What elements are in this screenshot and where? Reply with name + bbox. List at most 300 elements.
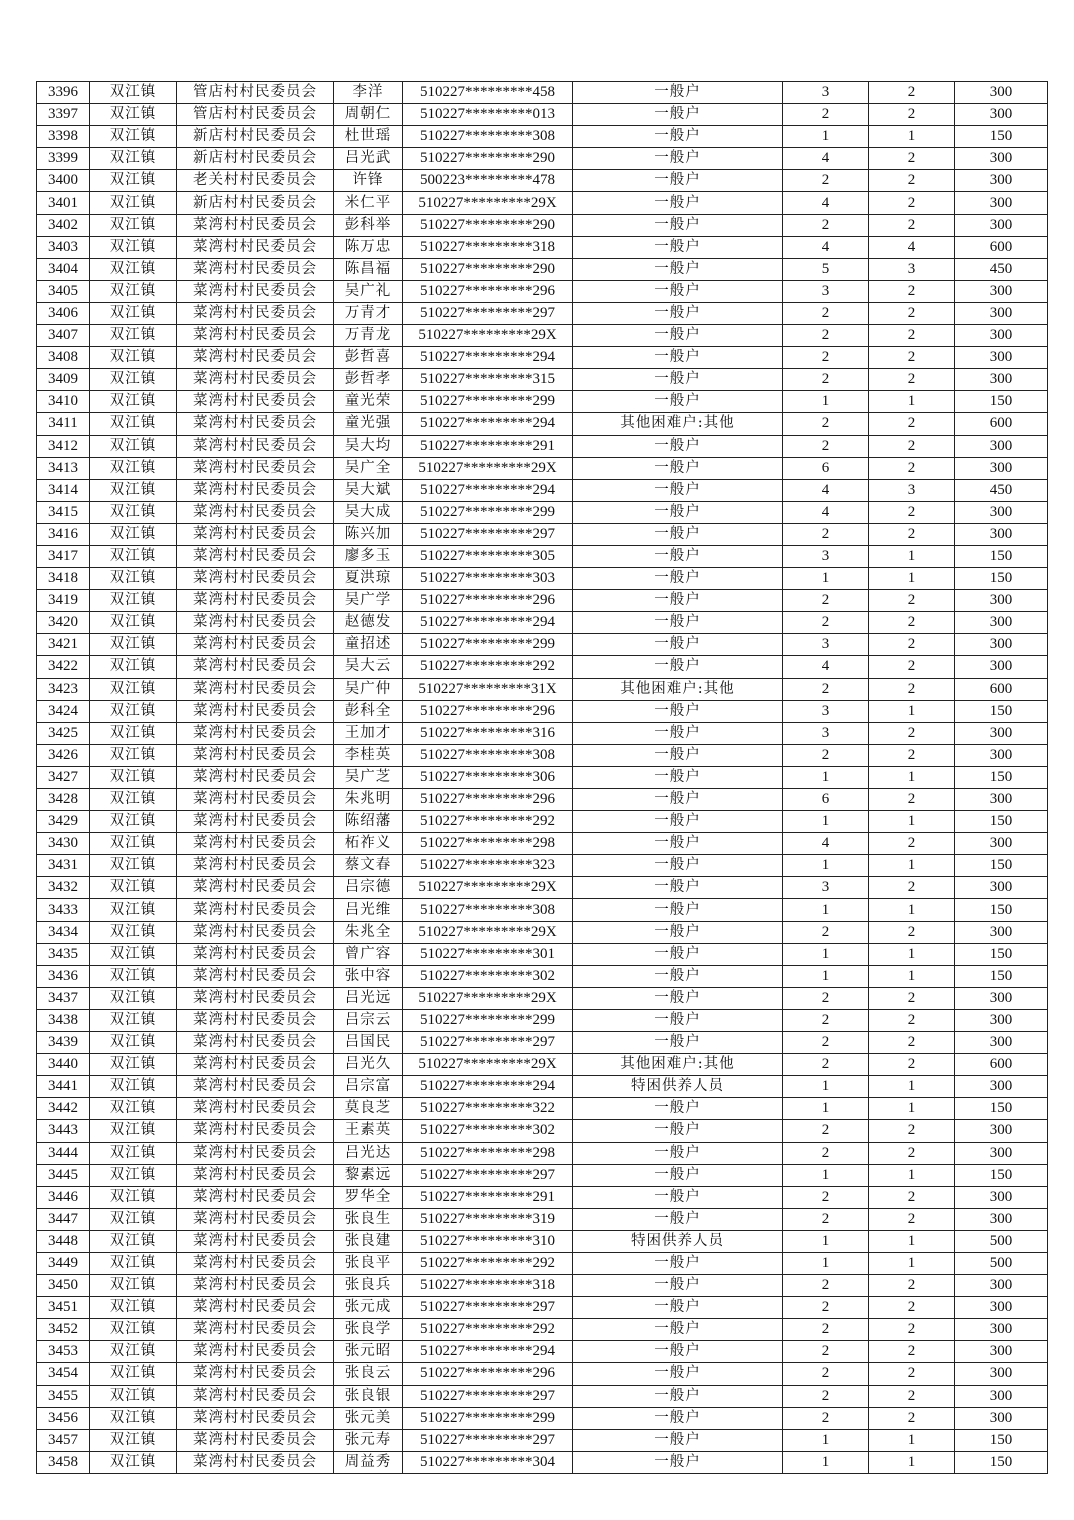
table-row [37, 413, 1048, 435]
cell-household-size: 2 [783, 369, 869, 391]
cell-amount: 300 [955, 1009, 1048, 1031]
cell-person-name: 吴大成 [334, 501, 403, 523]
table-row [37, 568, 1048, 590]
cell-household-type: 其他困难户:其他 [573, 413, 783, 435]
cell-covered-persons: 2 [869, 1341, 955, 1363]
cell-household-size: 2 [783, 1142, 869, 1164]
cell-covered-persons: 2 [869, 413, 955, 435]
cell-amount: 150 [955, 545, 1048, 567]
cell-household-size: 1 [783, 391, 869, 413]
cell-row-number: 3418 [37, 568, 90, 590]
cell-town: 双江镇 [90, 1252, 177, 1274]
table-row [37, 1076, 1048, 1098]
cell-amount: 300 [955, 457, 1048, 479]
cell-household-type: 一般户 [573, 347, 783, 369]
cell-town: 双江镇 [90, 347, 177, 369]
cell-amount: 150 [955, 126, 1048, 148]
cell-town: 双江镇 [90, 1186, 177, 1208]
cell-village-committee: 菜湾村村民委员会 [177, 766, 334, 788]
cell-covered-persons: 2 [869, 722, 955, 744]
cell-covered-persons: 2 [869, 148, 955, 170]
cell-row-number: 3421 [37, 634, 90, 656]
table-row [37, 1252, 1048, 1274]
cell-person-name: 张良学 [334, 1319, 403, 1341]
cell-id-number: 510227*********323 [403, 855, 573, 877]
cell-covered-persons: 1 [869, 899, 955, 921]
cell-household-size: 1 [783, 1164, 869, 1186]
cell-amount: 150 [955, 811, 1048, 833]
cell-village-committee: 菜湾村村民委员会 [177, 457, 334, 479]
cell-person-name: 童光荣 [334, 391, 403, 413]
cell-row-number: 3405 [37, 280, 90, 302]
cell-household-type: 一般户 [573, 1186, 783, 1208]
cell-person-name: 王加才 [334, 722, 403, 744]
cell-id-number: 510227*********290 [403, 148, 573, 170]
cell-town: 双江镇 [90, 391, 177, 413]
cell-row-number: 3402 [37, 214, 90, 236]
cell-household-type: 一般户 [573, 722, 783, 744]
table-row [37, 1009, 1048, 1031]
cell-town: 双江镇 [90, 656, 177, 678]
table-row [37, 877, 1048, 899]
cell-row-number: 3429 [37, 811, 90, 833]
cell-person-name: 吴广礼 [334, 280, 403, 302]
cell-row-number: 3412 [37, 435, 90, 457]
cell-person-name: 廖多玉 [334, 545, 403, 567]
cell-amount: 300 [955, 656, 1048, 678]
cell-amount: 500 [955, 1252, 1048, 1274]
cell-town: 双江镇 [90, 965, 177, 987]
cell-household-type: 一般户 [573, 523, 783, 545]
table-row [37, 214, 1048, 236]
cell-covered-persons: 2 [869, 435, 955, 457]
cell-amount: 500 [955, 1230, 1048, 1252]
cell-amount: 300 [955, 170, 1048, 192]
cell-town: 双江镇 [90, 700, 177, 722]
cell-covered-persons: 2 [869, 1054, 955, 1076]
cell-covered-persons: 2 [869, 1319, 955, 1341]
table-row [37, 347, 1048, 369]
cell-household-type: 一般户 [573, 1319, 783, 1341]
cell-person-name: 李洋 [334, 82, 403, 104]
cell-amount: 300 [955, 590, 1048, 612]
cell-covered-persons: 1 [869, 1230, 955, 1252]
cell-village-committee: 菜湾村村民委员会 [177, 1164, 334, 1186]
cell-amount: 600 [955, 678, 1048, 700]
cell-row-number: 3414 [37, 479, 90, 501]
cell-household-type: 一般户 [573, 170, 783, 192]
cell-household-type: 一般户 [573, 943, 783, 965]
cell-amount: 300 [955, 302, 1048, 324]
cell-row-number: 3403 [37, 236, 90, 258]
cell-covered-persons: 1 [869, 391, 955, 413]
table-row [37, 1275, 1048, 1297]
cell-village-committee: 菜湾村村民委员会 [177, 1098, 334, 1120]
cell-amount: 450 [955, 258, 1048, 280]
relief-roster-table [36, 81, 1048, 1474]
cell-id-number: 510227*********297 [403, 1297, 573, 1319]
cell-household-size: 1 [783, 1098, 869, 1120]
cell-household-size: 2 [783, 1032, 869, 1054]
cell-id-number: 510227*********316 [403, 722, 573, 744]
cell-village-committee: 菜湾村村民委员会 [177, 1385, 334, 1407]
cell-amount: 150 [955, 568, 1048, 590]
cell-household-size: 1 [783, 811, 869, 833]
cell-town: 双江镇 [90, 1009, 177, 1031]
cell-row-number: 3442 [37, 1098, 90, 1120]
cell-household-type: 一般户 [573, 899, 783, 921]
table-row [37, 82, 1048, 104]
cell-person-name: 吕光武 [334, 148, 403, 170]
cell-person-name: 朱兆全 [334, 921, 403, 943]
cell-village-committee: 菜湾村村民委员会 [177, 1230, 334, 1252]
cell-household-size: 6 [783, 457, 869, 479]
cell-household-type: 一般户 [573, 1407, 783, 1429]
cell-town: 双江镇 [90, 325, 177, 347]
cell-household-type: 一般户 [573, 1385, 783, 1407]
cell-household-size: 4 [783, 656, 869, 678]
cell-household-type: 其他困难户:其他 [573, 678, 783, 700]
table-row [37, 1186, 1048, 1208]
cell-household-size: 4 [783, 833, 869, 855]
cell-town: 双江镇 [90, 104, 177, 126]
cell-amount: 300 [955, 1341, 1048, 1363]
cell-household-type: 一般户 [573, 965, 783, 987]
cell-row-number: 3452 [37, 1319, 90, 1341]
table-row [37, 833, 1048, 855]
table-row [37, 766, 1048, 788]
cell-row-number: 3457 [37, 1429, 90, 1451]
cell-row-number: 3420 [37, 612, 90, 634]
cell-id-number: 510227*********299 [403, 391, 573, 413]
cell-row-number: 3456 [37, 1407, 90, 1429]
table-row [37, 1385, 1048, 1407]
cell-row-number: 3423 [37, 678, 90, 700]
cell-covered-persons: 2 [869, 1120, 955, 1142]
cell-id-number: 510227*********318 [403, 1275, 573, 1297]
cell-town: 双江镇 [90, 435, 177, 457]
cell-village-committee: 菜湾村村民委员会 [177, 943, 334, 965]
cell-covered-persons: 1 [869, 700, 955, 722]
cell-amount: 600 [955, 1054, 1048, 1076]
cell-id-number: 510227*********29X [403, 921, 573, 943]
cell-row-number: 3427 [37, 766, 90, 788]
cell-id-number: 500223*********478 [403, 170, 573, 192]
cell-person-name: 张良建 [334, 1230, 403, 1252]
table-row [37, 170, 1048, 192]
cell-amount: 450 [955, 479, 1048, 501]
table-row [37, 722, 1048, 744]
table-row [37, 899, 1048, 921]
table-row [37, 523, 1048, 545]
cell-row-number: 3410 [37, 391, 90, 413]
cell-person-name: 万青才 [334, 302, 403, 324]
cell-village-committee: 菜湾村村民委员会 [177, 1363, 334, 1385]
cell-household-type: 一般户 [573, 214, 783, 236]
cell-covered-persons: 2 [869, 1142, 955, 1164]
cell-person-name: 柘祚义 [334, 833, 403, 855]
cell-household-type: 一般户 [573, 1275, 783, 1297]
cell-person-name: 吴大斌 [334, 479, 403, 501]
cell-person-name: 吕宗富 [334, 1076, 403, 1098]
cell-id-number: 510227*********294 [403, 347, 573, 369]
cell-village-committee: 菜湾村村民委员会 [177, 391, 334, 413]
cell-village-committee: 菜湾村村民委员会 [177, 833, 334, 855]
cell-row-number: 3397 [37, 104, 90, 126]
cell-village-committee: 菜湾村村民委员会 [177, 568, 334, 590]
cell-row-number: 3434 [37, 921, 90, 943]
cell-town: 双江镇 [90, 899, 177, 921]
cell-amount: 300 [955, 1297, 1048, 1319]
cell-row-number: 3453 [37, 1341, 90, 1363]
cell-town: 双江镇 [90, 1208, 177, 1230]
cell-town: 双江镇 [90, 192, 177, 214]
cell-household-size: 2 [783, 678, 869, 700]
cell-household-type: 一般户 [573, 1429, 783, 1451]
cell-village-committee: 菜湾村村民委员会 [177, 280, 334, 302]
cell-household-type: 一般户 [573, 1120, 783, 1142]
cell-id-number: 510227*********319 [403, 1208, 573, 1230]
cell-id-number: 510227*********296 [403, 590, 573, 612]
cell-id-number: 510227*********292 [403, 1319, 573, 1341]
cell-household-size: 2 [783, 302, 869, 324]
cell-amount: 300 [955, 104, 1048, 126]
cell-id-number: 510227*********299 [403, 1009, 573, 1031]
cell-household-type: 特困供养人员 [573, 1076, 783, 1098]
cell-household-type: 一般户 [573, 325, 783, 347]
cell-household-size: 2 [783, 1208, 869, 1230]
cell-person-name: 吕光久 [334, 1054, 403, 1076]
cell-id-number: 510227*********308 [403, 744, 573, 766]
cell-village-committee: 菜湾村村民委员会 [177, 634, 334, 656]
cell-town: 双江镇 [90, 877, 177, 899]
cell-person-name: 张良云 [334, 1363, 403, 1385]
cell-household-size: 4 [783, 236, 869, 258]
cell-id-number: 510227*********306 [403, 766, 573, 788]
cell-id-number: 510227*********292 [403, 1252, 573, 1274]
table-row [37, 369, 1048, 391]
cell-village-committee: 菜湾村村民委员会 [177, 744, 334, 766]
cell-village-committee: 菜湾村村民委员会 [177, 523, 334, 545]
cell-household-size: 2 [783, 1363, 869, 1385]
cell-household-size: 1 [783, 899, 869, 921]
cell-amount: 300 [955, 1319, 1048, 1341]
cell-town: 双江镇 [90, 811, 177, 833]
cell-id-number: 510227*********296 [403, 280, 573, 302]
cell-person-name: 彭科全 [334, 700, 403, 722]
cell-row-number: 3441 [37, 1076, 90, 1098]
cell-village-committee: 菜湾村村民委员会 [177, 325, 334, 347]
cell-household-type: 一般户 [573, 987, 783, 1009]
cell-id-number: 510227*********298 [403, 833, 573, 855]
cell-covered-persons: 2 [869, 656, 955, 678]
cell-household-size: 4 [783, 148, 869, 170]
cell-id-number: 510227*********29X [403, 1054, 573, 1076]
cell-covered-persons: 2 [869, 1186, 955, 1208]
table-row [37, 943, 1048, 965]
cell-id-number: 510227*********292 [403, 656, 573, 678]
cell-village-committee: 菜湾村村民委员会 [177, 369, 334, 391]
table-row [37, 192, 1048, 214]
cell-village-committee: 菜湾村村民委员会 [177, 1275, 334, 1297]
cell-covered-persons: 2 [869, 325, 955, 347]
cell-amount: 300 [955, 1076, 1048, 1098]
table-row [37, 789, 1048, 811]
cell-village-committee: 新店村村民委员会 [177, 126, 334, 148]
cell-village-committee: 菜湾村村民委员会 [177, 545, 334, 567]
cell-town: 双江镇 [90, 833, 177, 855]
cell-household-size: 2 [783, 1319, 869, 1341]
table-row [37, 479, 1048, 501]
cell-id-number: 510227*********290 [403, 214, 573, 236]
cell-household-size: 3 [783, 700, 869, 722]
cell-town: 双江镇 [90, 479, 177, 501]
cell-id-number: 510227*********297 [403, 302, 573, 324]
cell-household-size: 2 [783, 921, 869, 943]
cell-amount: 300 [955, 987, 1048, 1009]
cell-amount: 300 [955, 1142, 1048, 1164]
cell-household-type: 一般户 [573, 568, 783, 590]
cell-id-number: 510227*********013 [403, 104, 573, 126]
cell-person-name: 陈万忠 [334, 236, 403, 258]
cell-household-size: 2 [783, 325, 869, 347]
cell-household-size: 3 [783, 545, 869, 567]
cell-village-committee: 菜湾村村民委员会 [177, 1407, 334, 1429]
cell-covered-persons: 2 [869, 1297, 955, 1319]
cell-id-number: 510227*********294 [403, 1076, 573, 1098]
cell-row-number: 3444 [37, 1142, 90, 1164]
cell-household-type: 一般户 [573, 1009, 783, 1031]
cell-town: 双江镇 [90, 413, 177, 435]
cell-id-number: 510227*********458 [403, 82, 573, 104]
cell-id-number: 510227*********299 [403, 634, 573, 656]
cell-village-committee: 菜湾村村民委员会 [177, 965, 334, 987]
cell-covered-persons: 1 [869, 1098, 955, 1120]
cell-id-number: 510227*********302 [403, 965, 573, 987]
table-row [37, 258, 1048, 280]
cell-amount: 300 [955, 833, 1048, 855]
table-row [37, 325, 1048, 347]
cell-village-committee: 菜湾村村民委员会 [177, 435, 334, 457]
cell-town: 双江镇 [90, 943, 177, 965]
cell-covered-persons: 2 [869, 1275, 955, 1297]
cell-town: 双江镇 [90, 1297, 177, 1319]
cell-household-size: 2 [783, 435, 869, 457]
table-row [37, 656, 1048, 678]
cell-id-number: 510227*********297 [403, 1385, 573, 1407]
cell-covered-persons: 1 [869, 766, 955, 788]
cell-person-name: 张良兵 [334, 1275, 403, 1297]
cell-row-number: 3398 [37, 126, 90, 148]
cell-village-committee: 菜湾村村民委员会 [177, 1208, 334, 1230]
table-row [37, 1142, 1048, 1164]
cell-household-type: 一般户 [573, 236, 783, 258]
cell-town: 双江镇 [90, 170, 177, 192]
cell-covered-persons: 1 [869, 855, 955, 877]
table-row [37, 634, 1048, 656]
cell-town: 双江镇 [90, 1032, 177, 1054]
cell-covered-persons: 2 [869, 1208, 955, 1230]
cell-person-name: 张元昭 [334, 1341, 403, 1363]
cell-covered-persons: 1 [869, 126, 955, 148]
cell-row-number: 3428 [37, 789, 90, 811]
cell-household-size: 3 [783, 280, 869, 302]
cell-covered-persons: 3 [869, 258, 955, 280]
cell-covered-persons: 1 [869, 811, 955, 833]
cell-person-name: 吴广芝 [334, 766, 403, 788]
table-row [37, 1164, 1048, 1186]
table-row [37, 391, 1048, 413]
cell-household-size: 3 [783, 722, 869, 744]
cell-household-type: 一般户 [573, 104, 783, 126]
cell-village-committee: 菜湾村村民委员会 [177, 1252, 334, 1274]
cell-person-name: 吕国民 [334, 1032, 403, 1054]
cell-person-name: 赵德发 [334, 612, 403, 634]
cell-row-number: 3455 [37, 1385, 90, 1407]
cell-covered-persons: 2 [869, 634, 955, 656]
cell-id-number: 510227*********301 [403, 943, 573, 965]
cell-id-number: 510227*********304 [403, 1451, 573, 1473]
cell-household-type: 特困供养人员 [573, 1230, 783, 1252]
cell-household-type: 一般户 [573, 148, 783, 170]
cell-town: 双江镇 [90, 369, 177, 391]
cell-covered-persons: 2 [869, 501, 955, 523]
cell-town: 双江镇 [90, 1429, 177, 1451]
cell-village-committee: 菜湾村村民委员会 [177, 1054, 334, 1076]
cell-household-size: 1 [783, 1230, 869, 1252]
cell-town: 双江镇 [90, 744, 177, 766]
cell-person-name: 许锋 [334, 170, 403, 192]
cell-household-size: 2 [783, 104, 869, 126]
cell-household-type: 一般户 [573, 855, 783, 877]
cell-household-type: 一般户 [573, 590, 783, 612]
cell-household-type: 一般户 [573, 1098, 783, 1120]
cell-row-number: 3433 [37, 899, 90, 921]
cell-town: 双江镇 [90, 1407, 177, 1429]
cell-household-type: 一般户 [573, 302, 783, 324]
cell-town: 双江镇 [90, 1142, 177, 1164]
cell-amount: 150 [955, 391, 1048, 413]
cell-household-type: 一般户 [573, 192, 783, 214]
cell-row-number: 3408 [37, 347, 90, 369]
table-row [37, 501, 1048, 523]
cell-amount: 300 [955, 921, 1048, 943]
table-row [37, 987, 1048, 1009]
table-row [37, 700, 1048, 722]
cell-person-name: 吴广仲 [334, 678, 403, 700]
cell-person-name: 罗华全 [334, 1186, 403, 1208]
cell-id-number: 510227*********296 [403, 1363, 573, 1385]
cell-household-type: 一般户 [573, 1451, 783, 1473]
cell-town: 双江镇 [90, 612, 177, 634]
table-row [37, 1407, 1048, 1429]
cell-town: 双江镇 [90, 678, 177, 700]
cell-village-committee: 菜湾村村民委员会 [177, 722, 334, 744]
cell-covered-persons: 2 [869, 921, 955, 943]
cell-row-number: 3430 [37, 833, 90, 855]
cell-town: 双江镇 [90, 590, 177, 612]
cell-town: 双江镇 [90, 1076, 177, 1098]
cell-amount: 300 [955, 744, 1048, 766]
cell-id-number: 510227*********297 [403, 523, 573, 545]
table-row [37, 435, 1048, 457]
cell-person-name: 吴大云 [334, 656, 403, 678]
cell-row-number: 3400 [37, 170, 90, 192]
cell-id-number: 510227*********292 [403, 811, 573, 833]
cell-person-name: 陈兴加 [334, 523, 403, 545]
cell-row-number: 3426 [37, 744, 90, 766]
cell-id-number: 510227*********308 [403, 126, 573, 148]
